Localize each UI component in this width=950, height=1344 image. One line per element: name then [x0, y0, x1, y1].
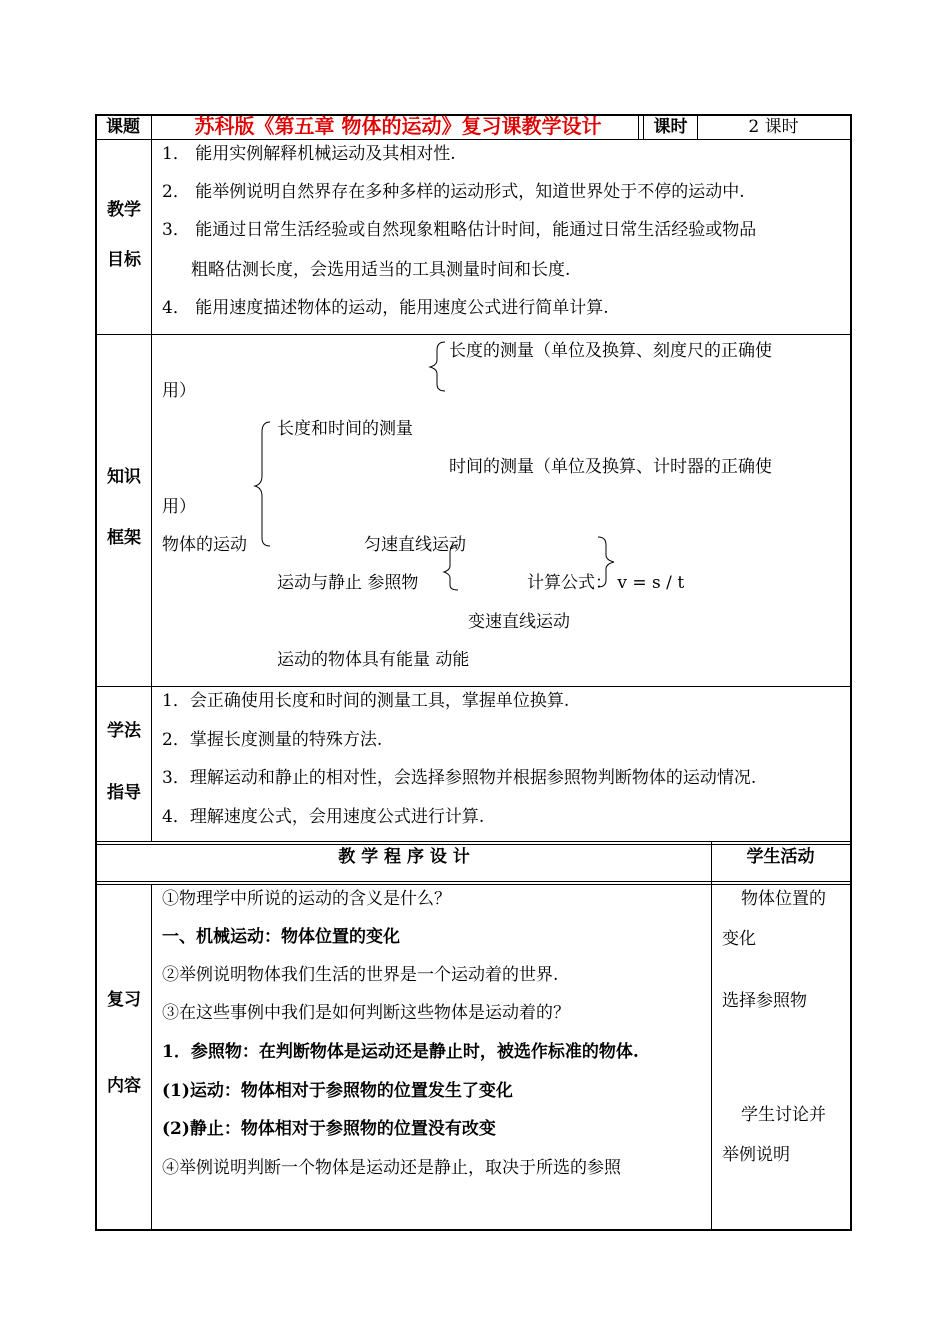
- framework-label-1: 知识: [107, 467, 141, 487]
- length-measure-end: 用）: [162, 381, 196, 401]
- review-point: (1)运动：物体相对于参照物的位置发生了变化: [162, 1081, 513, 1101]
- activity-header: 学生活动: [746, 847, 815, 867]
- speed-formula: 计算公式： v = s / t: [527, 573, 685, 593]
- activity-note: 变化: [722, 929, 756, 949]
- lesson-title: 苏科版《第五章 物体的运动》复习课教学设计: [194, 114, 602, 138]
- motion-energy: 运动的物体具有能量 动能: [277, 650, 470, 670]
- hours-value: 2 课时: [748, 117, 799, 137]
- review-label-1: 复习: [107, 990, 141, 1010]
- time-measure-text: 时间的测量（单位及换算、计时器的正确使: [449, 457, 772, 477]
- framework-label-2: 框架: [107, 528, 141, 548]
- motion-rest-reference: 运动与静止 参照物: [277, 573, 419, 593]
- hours-label: 课时: [653, 117, 688, 137]
- objective-item: 3． 能通过日常生活经验或自然现象粗略估计时间，能通过日常生活经验或物品: [162, 220, 757, 240]
- review-question: ②举例说明物体我们生活的世界是一个运动着的世界.: [162, 965, 559, 985]
- guidance-item: 1．会正确使用长度和时间的测量工具，掌握单位换算.: [162, 691, 570, 711]
- activity-note: 物体位置的: [741, 889, 826, 909]
- review-point: 1．参照物：在判断物体是运动还是静止时，被选作标准的物体.: [162, 1042, 639, 1062]
- topic-label: 课题: [106, 117, 140, 137]
- variable-motion: 变速直线运动: [468, 612, 570, 632]
- objective-item: 4． 能用速度描述物体的运动，能用速度公式进行简单计算.: [162, 298, 609, 318]
- objective-item: 2． 能举例说明自然界存在多种多样的运动形式，知道世界处于不停的运动中.: [162, 182, 745, 202]
- activity-note: 举例说明: [722, 1145, 790, 1165]
- review-question: ①物理学中所说的运动的含义是什么？: [162, 889, 451, 909]
- review-point: (2)静止：物体相对于参照物的位置没有改变: [162, 1119, 496, 1139]
- objective-item: 1． 能用实例解释机械运动及其相对性.: [162, 144, 456, 164]
- activity-note: 选择参照物: [722, 991, 807, 1011]
- objective-item-continued: 粗略估测长度，会选用适当的工具测量时间和长度.: [191, 260, 571, 280]
- objectives-label-1: 教学: [107, 200, 141, 220]
- review-question: ④举例说明判断一个物体是运动还是静止，取决于所选的参照: [162, 1158, 621, 1178]
- length-measure-text: 长度的测量（单位及换算、刻度尺的正确使: [449, 341, 772, 361]
- design-header: 教 学 程 序 设 计: [338, 847, 470, 867]
- activity-note: 学生讨论并: [741, 1105, 826, 1125]
- guidance-item: 3．理解运动和静止的相对性，会选择参照物并根据参照物判断物体的运动情况.: [162, 768, 757, 788]
- guidance-label-2: 指导: [107, 783, 141, 803]
- guidance-item: 4．理解速度公式，会用速度公式进行计算.: [162, 807, 485, 827]
- review-label-2: 内容: [107, 1076, 141, 1096]
- guidance-label-1: 学法: [107, 721, 141, 741]
- uniform-motion: 匀速直线运动: [364, 535, 466, 555]
- review-question: ③在这些事例中我们是如何判断这些物体是运动着的？: [162, 1003, 570, 1023]
- length-time-measure: 长度和时间的测量: [277, 419, 413, 439]
- time-measure-end: 用）: [162, 497, 196, 517]
- objectives-label-2: 目标: [107, 250, 141, 270]
- review-heading: 一、机械运动：物体位置的变化: [162, 927, 400, 947]
- framework-root: 物体的运动: [162, 535, 247, 555]
- guidance-item: 2．掌握长度测量的特殊方法.: [162, 730, 383, 750]
